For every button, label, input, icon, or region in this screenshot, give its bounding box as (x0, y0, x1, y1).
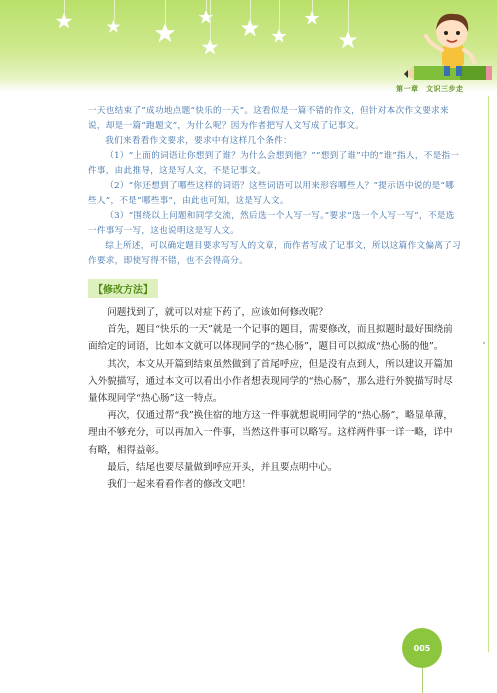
star-string (210, 0, 211, 40)
star-icon (201, 38, 219, 56)
revision-paragraph: 问题找到了，就可以对症下药了，应该如何修改呢？ (107, 307, 328, 318)
star-icon (198, 9, 214, 25)
margin-dot (483, 342, 485, 344)
mascot-illustration (400, 8, 497, 92)
section-title: 【修改方法】 (88, 279, 158, 298)
revision-paragraph: 再次，仅通过帮“我”换住宿的地方这一件事就想说明同学的“热心肠”，略显单薄，理由不够充分，可以再加入一件事，当然这件事可以略写。这样两件事一详一略，详中有略，相得益彰。 (88, 410, 453, 456)
star-icon (304, 10, 320, 26)
star-icon (240, 18, 260, 38)
star-string (279, 0, 280, 30)
star-icon (271, 28, 287, 44)
page-number-balloon (402, 628, 442, 668)
star-icon (55, 12, 73, 30)
revision-paragraph: 最后，结尾也要尽量做到呼应开头，并且要点明中心。 (107, 461, 338, 473)
old-paragraph: （3）“围绕以上问题和同学交流，然后选一个人写一写。”要求“选一个人写一写”，不是选一件事写一写，这也说明这是写人文。 (88, 211, 455, 236)
star-string (114, 0, 115, 20)
chapter-label: 第一章 文识三步走 (396, 85, 464, 93)
star-string (348, 0, 349, 32)
revision-paragraph: 首先，题目“快乐的一天”就是一个记事的题目，需要修改，而且拟题时最好围绕前面给定的词语，比如本文就可以体现同学的“热心肠”，题目可以拟成“热心肠的他”。 (88, 324, 453, 353)
main-content (88, 104, 462, 493)
balloon-string (422, 668, 423, 693)
star-string (250, 0, 251, 20)
star-icon (338, 30, 358, 50)
star-icon (154, 22, 176, 44)
star-string (165, 0, 166, 24)
old-paragraph: 综上所述，可以确定题目要求写写人的文章，而作者写成了记事文，所以这篇作文偏离了习作要求，即使写得不错，也不会得高分。 (88, 241, 461, 266)
page-number: 005 (413, 643, 431, 653)
old-paragraph: （1）“上面的词语让你想到了谁？为什么会想到他？”“想到了谁”中的“谁”指人，不是指一件事，由此推导，这是写人文，不是记事文。 (88, 151, 460, 176)
star-icon (106, 19, 121, 34)
old-paragraph: 我们来看看作文要求，要求中有这样几个条件： (105, 136, 292, 146)
revision-paragraph: 其次，本文从开篇到结束虽然做到了首尾呼应，但是没有点到人，所以建议开篇加入外貌描写，通过本文可以看出小作者想表现同学的“热心肠”，那么进行外貌描写时尽量体现同学“热心肠”这一特点。 (88, 358, 453, 405)
margin-rule (488, 96, 489, 652)
old-paragraph: 一天也结束了”成功地点题“快乐的一天”。这看似是一篇不错的作文，但针对本次作文要求来说，却是一篇“跑题文”，为什么呢？因为作者把写人文写成了记事文。 (88, 106, 449, 131)
old-paragraph: （2）“你还想到了哪些这样的词语？这些词语可以用来形容哪些人？”提示语中说的是“哪些人”，不是“哪些事”，由此也可知，这是写人文。 (88, 181, 455, 206)
revision-paragraph: 我们一起来看看作者的修改文吧！ (107, 479, 252, 491)
